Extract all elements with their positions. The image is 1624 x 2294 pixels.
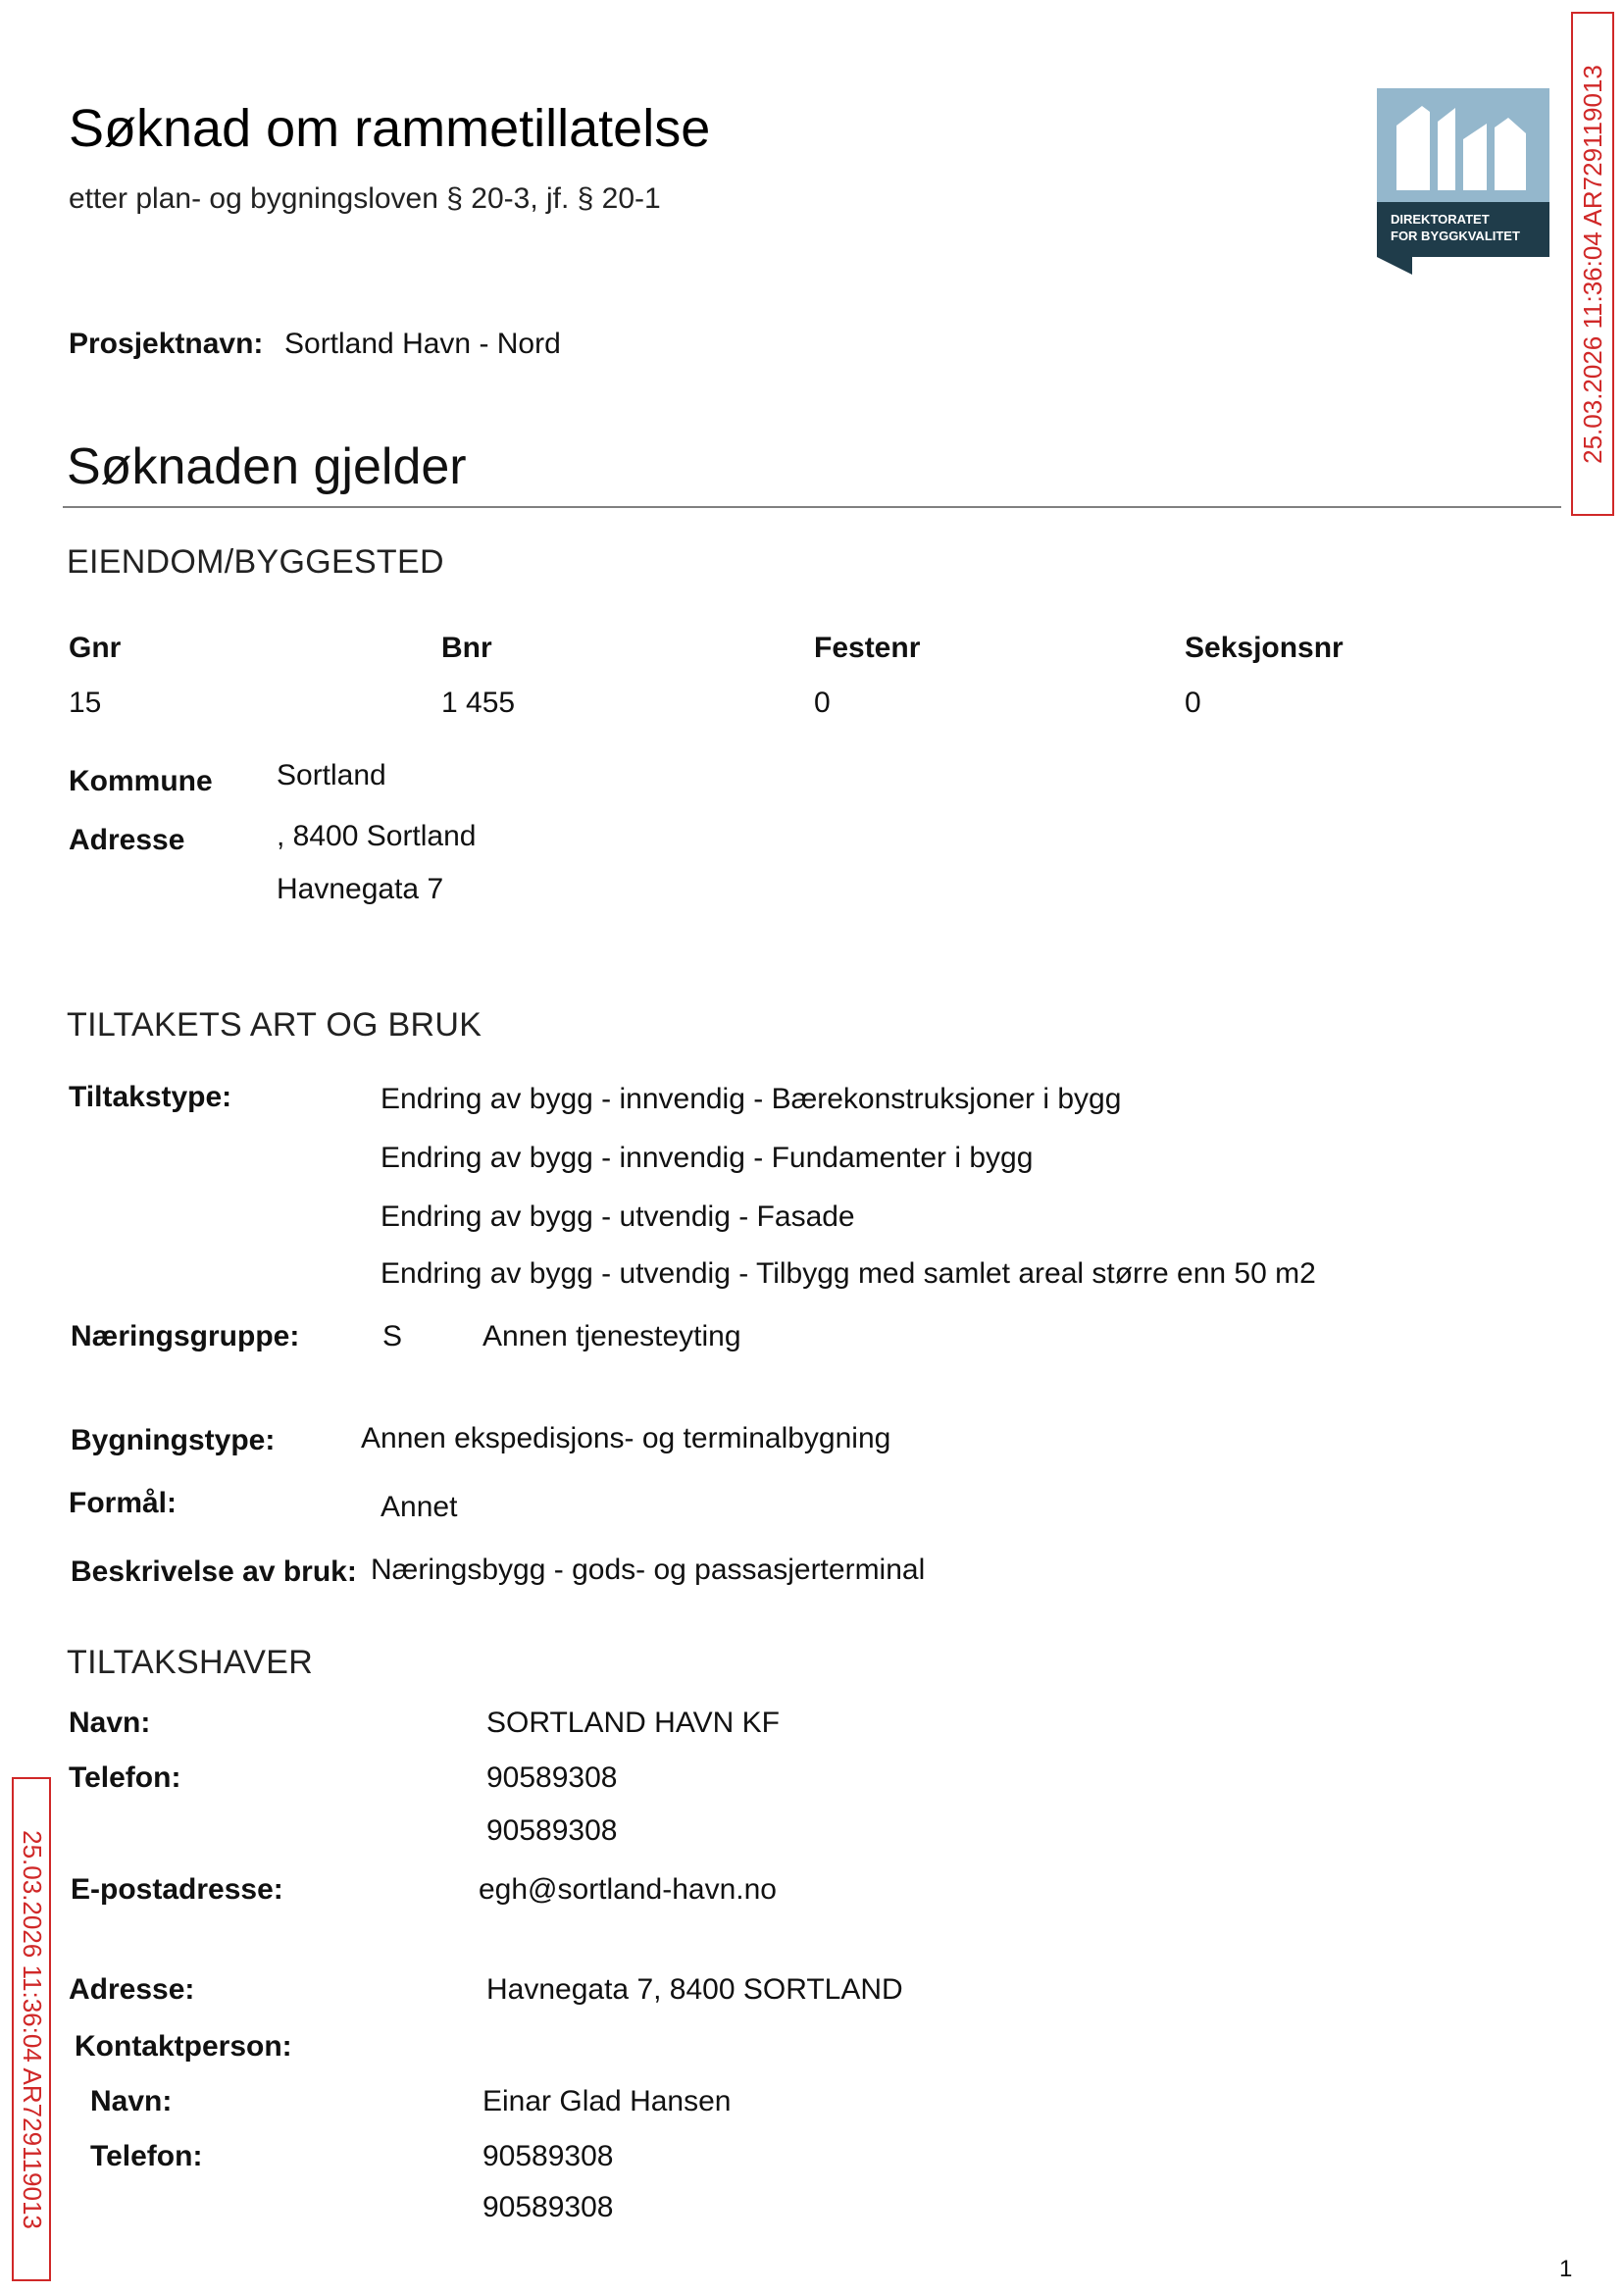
bnr-label: Bnr	[441, 632, 492, 664]
timestamp-stamp-top: 25.03.2026 11:36:04 AR729119013	[1571, 12, 1614, 516]
svg-text:FOR BYGGKVALITET: FOR BYGGKVALITET	[1391, 229, 1520, 243]
contact-phone-value-1: 90589308	[482, 2140, 614, 2172]
dibk-logo	[1377, 88, 1549, 275]
seksjonsnr-value: 0	[1185, 687, 1201, 719]
section-divider	[63, 506, 1561, 508]
applicant-heading: TILTAKSHAVER	[67, 1644, 314, 1681]
industry-label: Næringsgruppe:	[71, 1320, 300, 1352]
usage-value: Næringsbygg - gods- og passasjerterminal	[371, 1554, 926, 1586]
building-type-label: Bygningstype:	[71, 1424, 276, 1456]
applicant-name-label: Navn:	[69, 1707, 151, 1739]
document-subtitle: etter plan- og bygningsloven § 20-3, jf. § 20-1	[69, 182, 661, 215]
building-type-value: Annen ekspedisjons- og terminalbygning	[361, 1422, 891, 1454]
svg-text:DIREKTORATET: DIREKTORATET	[1391, 212, 1490, 227]
measure-type-label: Tiltakstype:	[69, 1081, 232, 1113]
municipality-value: Sortland	[277, 759, 386, 791]
contact-name-label: Navn:	[90, 2085, 173, 2117]
address-line1: , 8400 Sortland	[277, 820, 477, 852]
contact-name-value: Einar Glad Hansen	[482, 2085, 732, 2117]
measure-type-3: Endring av bygg - utvendig - Fasade	[381, 1200, 855, 1233]
applicant-email-value: egh@sortland-havn.no	[479, 1873, 777, 1906]
page-number: 1	[1559, 2256, 1573, 2282]
applicant-phone-value-2: 90589308	[486, 1814, 618, 1847]
project-label: Prosjektnavn:	[69, 328, 264, 360]
dibk-logo-icon	[1377, 88, 1549, 275]
contact-person-label: Kontaktperson:	[75, 2030, 292, 2063]
applicant-name-value: SORTLAND HAVN KF	[486, 1707, 780, 1739]
document-title: Søknad om rammetillatelse	[69, 99, 711, 158]
measure-heading: TILTAKETS ART OG BRUK	[67, 1006, 482, 1044]
usage-label: Beskrivelse av bruk:	[71, 1555, 357, 1588]
festenr-value: 0	[814, 687, 831, 719]
property-heading: EIENDOM/BYGGESTED	[67, 543, 444, 581]
industry-code: S	[382, 1320, 403, 1352]
purpose-label: Formål:	[69, 1487, 178, 1519]
applicant-address-value: Havnegata 7, 8400 SORTLAND	[486, 1973, 903, 2006]
timestamp-stamp-bottom: 25.03.2026 11:36:04 AR729119013	[12, 1777, 51, 2281]
applicant-phone-label: Telefon:	[69, 1761, 181, 1794]
gnr-label: Gnr	[69, 632, 122, 664]
purpose-value: Annet	[381, 1491, 458, 1523]
section-heading: Søknaden gjelder	[67, 438, 467, 495]
measure-type-2: Endring av bygg - innvendig - Fundamenter i bygg	[381, 1142, 1034, 1174]
seksjonsnr-label: Seksjonsnr	[1185, 632, 1344, 664]
project-value: Sortland Havn - Nord	[284, 328, 561, 360]
applicant-address-label: Adresse:	[69, 1973, 195, 2006]
applicant-email-label: E-postadresse:	[71, 1873, 283, 1906]
address-label: Adresse	[69, 824, 185, 856]
measure-type-4: Endring av bygg - utvendig - Tilbygg med samlet areal større enn 50 m2	[381, 1257, 1316, 1290]
contact-phone-label: Telefon:	[90, 2140, 203, 2172]
industry-name: Annen tjenesteyting	[482, 1320, 741, 1352]
municipality-label: Kommune	[69, 765, 213, 797]
festenr-label: Festenr	[814, 632, 921, 664]
applicant-phone-value-1: 90589308	[486, 1761, 618, 1794]
contact-phone-value-2: 90589308	[482, 2191, 614, 2223]
measure-type-1: Endring av bygg - innvendig - Bærekonstruksjoner i bygg	[381, 1083, 1122, 1115]
address-line2: Havnegata 7	[277, 873, 444, 905]
gnr-value: 15	[69, 687, 102, 719]
bnr-value: 1 455	[441, 687, 516, 719]
